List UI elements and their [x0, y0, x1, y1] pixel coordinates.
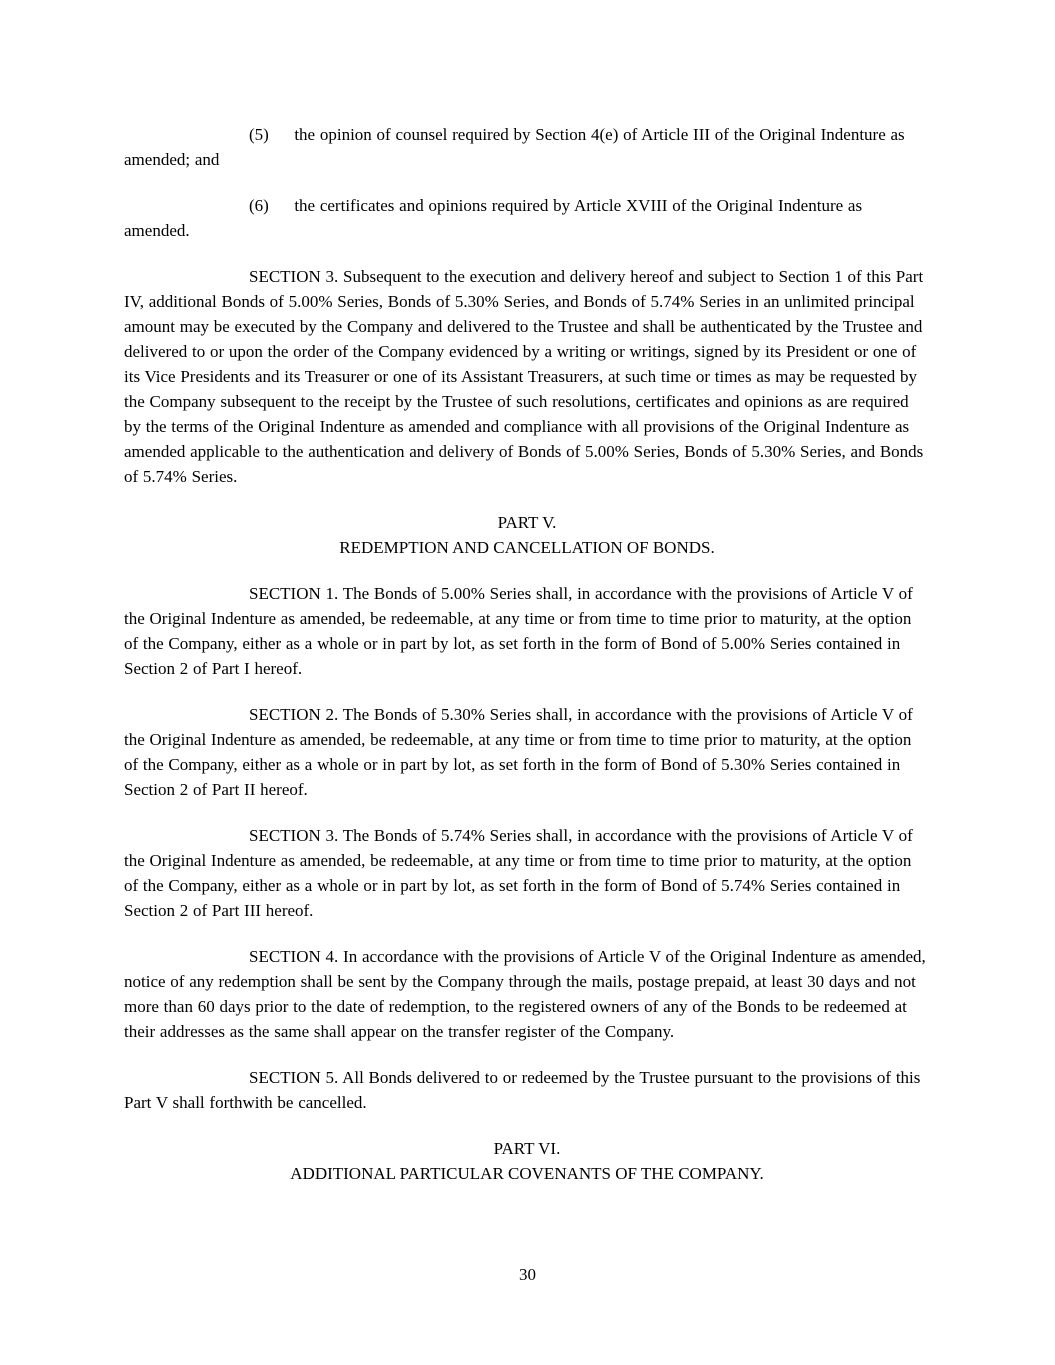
- page-number: 30: [519, 1265, 536, 1284]
- heading-line: REDEMPTION AND CANCELLATION OF BONDS.: [339, 538, 715, 557]
- heading-line: PART V.: [497, 513, 557, 532]
- paragraph-item-6: (6) the certificates and opinions required by Article XVIII of the Original Indenture as amended.: [124, 196, 863, 240]
- paragraph-part-v-section-2: SECTION 2. The Bonds of 5.30% Series shall, in accordance with the provisions of Article V of the Original Indenture as amended, be redeemable, at any time or from time to time prior to maturity, at the option of the Company, either as a whole or in part by lot, as set forth in the form of Bond of 5.30% Series contained in Section 2 of Part II hereof.: [124, 705, 913, 799]
- paragraph-item-5: (5) the opinion of counsel required by Section 4(e) of Article III of the Original Indenture as amended; and: [124, 125, 905, 169]
- heading-part-vi: [124, 1136, 930, 1186]
- paragraph-part-v-section-5: SECTION 5. All Bonds delivered to or redeemed by the Trustee pursuant to the provisions of this Part V shall forthwith be cancelled.: [124, 1068, 921, 1112]
- paragraph-part-v-section-1: SECTION 1. The Bonds of 5.00% Series shall, in accordance with the provisions of Article V of the Original Indenture as amended, be redeemable, at any time or from time to time prior to maturity, at the option of the Company, either as a whole or in part by lot, as set forth in the form of Bond of 5.00% Series contained in Section 2 of Part I hereof.: [124, 584, 913, 678]
- heading-line: ADDITIONAL PARTICULAR COVENANTS OF THE COMPANY.: [290, 1164, 764, 1183]
- paragraph-part-v-section-3: SECTION 3. The Bonds of 5.74% Series shall, in accordance with the provisions of Article V of the Original Indenture as amended, be redeemable, at any time or from time to time prior to maturity, at the option of the Company, either as a whole or in part by lot, as set forth in the form of Bond of 5.74% Series contained in Section 2 of Part III hereof.: [124, 826, 913, 920]
- document-content: [124, 122, 930, 1186]
- paragraph-part-iv-section-3: SECTION 3. Subsequent to the execution and delivery hereof and subject to Section 1 of this Part IV, additional Bonds of 5.00% Series, Bonds of 5.30% Series, and Bonds of 5.74% Series in an unlimited principal amount may be executed by the Company and delivered to the Trustee and shall be authenticated by the Trustee and delivered to or upon the order of the Company evidenced by a writing or writings, signed by its President or one of its Vice Presidents and its Treasurer or one of its Assistant Treasurers, at such time or times as may be requested by the Company subsequent to the receipt by the Trustee of such resolutions, certificates and opinions as are required by the terms of the Original Indenture as amended and compliance with all provisions of the Original Indenture as amended applicable to the authentication and delivery of Bonds of 5.00% Series, Bonds of 5.30% Series, and Bonds of 5.74% Series.: [124, 267, 924, 486]
- paragraph-part-v-section-4: SECTION 4. In accordance with the provisions of Article V of the Original Indenture as amended, notice of any redemption shall be sent by the Company through the mails, postage prepaid, at least 30 days and not more than 60 days prior to the date of redemption, to the registered owners of any of the Bonds to be redeemed at their addresses as the same shall appear on the transfer register of the Company.: [124, 947, 926, 1041]
- heading-line: PART VI.: [493, 1139, 561, 1158]
- heading-part-v: [124, 510, 930, 560]
